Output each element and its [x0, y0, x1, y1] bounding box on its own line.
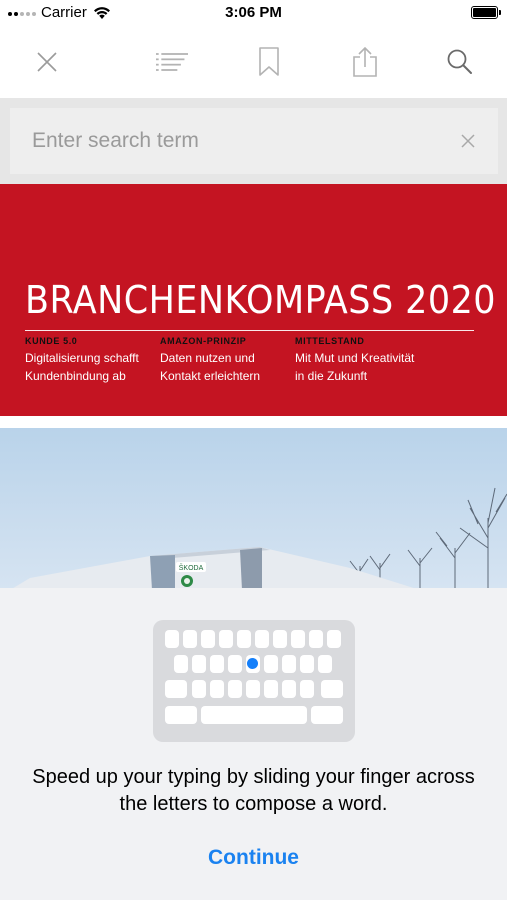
keyboard-key [201, 706, 307, 724]
magazine-banner[interactable] [0, 184, 507, 416]
banner-divider [25, 330, 474, 331]
keyboard-illustration [153, 620, 355, 742]
keyboard-key [192, 655, 206, 673]
clear-search-button[interactable] [458, 131, 478, 151]
keyboard-key [192, 680, 206, 698]
keyboard-key [237, 630, 251, 648]
carrier-label: Carrier [41, 4, 87, 21]
column-heading: MITTELSTAND [295, 336, 365, 346]
keyboard-key [264, 680, 278, 698]
banner-title: BRANCHENKOMPASS 2020 [25, 278, 496, 322]
search-icon [446, 48, 474, 76]
article-photo[interactable] [0, 428, 507, 590]
column-heading: AMAZON-PRINZIP [160, 336, 247, 346]
column-line: in die Zukunft [295, 369, 368, 383]
table-of-contents-button[interactable] [156, 46, 188, 78]
bookmark-icon [258, 47, 280, 77]
keyboard-key [273, 630, 287, 648]
keyboard-key [228, 655, 242, 673]
keyboard-key [165, 630, 179, 648]
bookmark-button[interactable] [253, 46, 285, 78]
column-line: Kundenbindung ab [25, 369, 126, 383]
slide-to-type-sheet [0, 588, 507, 900]
keyboard-key [165, 706, 197, 724]
close-icon [35, 50, 59, 74]
keyboard-key [318, 655, 332, 673]
status-bar [0, 0, 507, 28]
column-line: Kontakt erleichtern [160, 369, 261, 383]
banner-column-kunde [25, 336, 165, 385]
keyboard-key [210, 680, 224, 698]
keyboard-key [210, 655, 224, 673]
dealership-building-image [0, 428, 507, 590]
battery-icon [471, 6, 498, 19]
search-field-container [10, 108, 498, 174]
keyboard-key [165, 680, 187, 698]
list-icon [156, 50, 188, 74]
search-button[interactable] [444, 46, 476, 78]
keyboard-key [282, 655, 296, 673]
banner-column-amazon [160, 336, 300, 385]
column-line: Daten nutzen und [160, 351, 255, 365]
keyboard-key [201, 630, 215, 648]
keyboard-key [264, 655, 278, 673]
search-bar [0, 98, 507, 184]
keyboard-key [300, 680, 314, 698]
search-input[interactable] [32, 126, 432, 156]
swipe-dot-indicator [247, 658, 258, 669]
keyboard-key [246, 680, 260, 698]
column-line: Digitalisierung schafft [25, 351, 139, 365]
keyboard-key [228, 680, 242, 698]
keyboard-key [291, 630, 305, 648]
sheet-message: Speed up your typing by sliding your finger across the letters to compose a word. [32, 766, 475, 815]
banner-column-mittelstand [295, 336, 435, 385]
share-icon [352, 47, 378, 77]
keyboard-key [255, 630, 269, 648]
keyboard-key [219, 630, 233, 648]
continue-button[interactable]: Continue [208, 846, 299, 869]
reader-toolbar [0, 28, 507, 98]
keyboard-key [321, 680, 343, 698]
keyboard-key [174, 655, 188, 673]
column-heading: KUNDE 5.0 [25, 336, 78, 346]
close-button[interactable] [31, 46, 63, 78]
share-button[interactable] [349, 46, 381, 78]
keyboard-key [282, 680, 296, 698]
keyboard-key [183, 630, 197, 648]
clock: 3:06 PM [225, 4, 282, 21]
keyboard-key [327, 630, 341, 648]
column-text [295, 349, 435, 385]
keyboard-key [300, 655, 314, 673]
brand-sign: ŠKODA [178, 565, 204, 572]
column-text [160, 349, 300, 385]
column-line: Mit Mut und Kreativität [295, 351, 415, 365]
column-text [25, 349, 165, 385]
keyboard-key [309, 630, 323, 648]
keyboard-key [311, 706, 343, 724]
